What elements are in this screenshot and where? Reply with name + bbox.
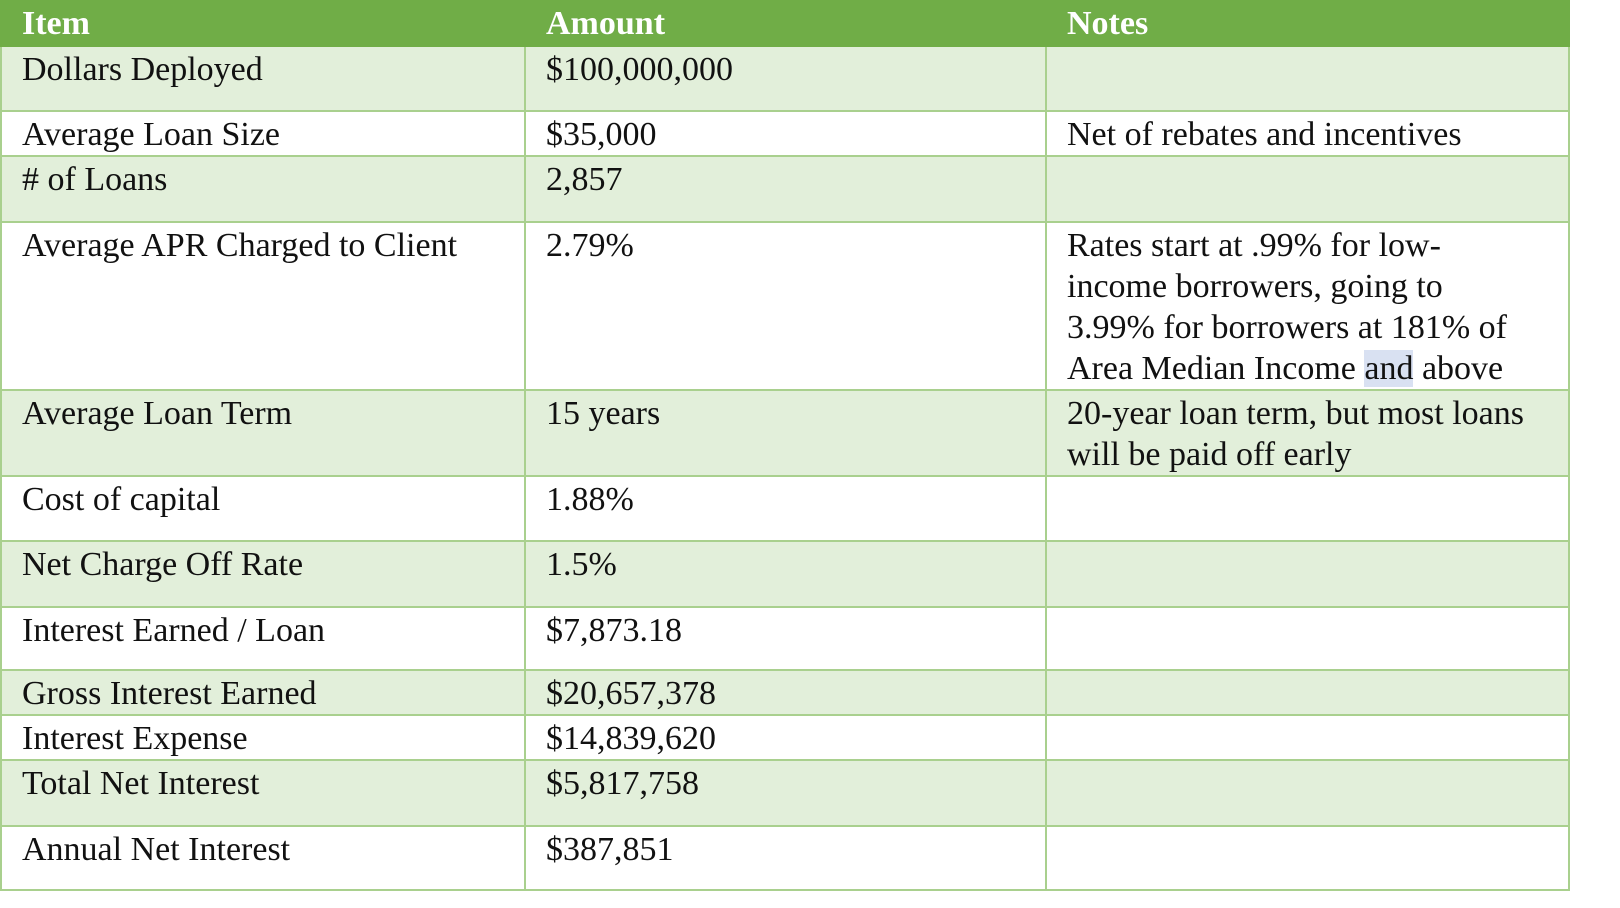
cell-amount: $35,000 [525,111,1046,156]
table-row [1,46,1569,111]
table-row [1,670,1569,715]
cell-amount: 2,857 [525,156,1046,222]
cell-notes [1046,541,1569,607]
cell-item: Interest Expense [1,715,525,760]
table-row [1,390,1569,476]
header-notes: Notes [1046,1,1569,46]
cell-amount: $20,657,378 [525,670,1046,715]
cell-notes [1046,826,1569,890]
cell-amount: 1.5% [525,541,1046,607]
cell-item: Annual Net Interest [1,826,525,890]
cell-notes [1046,476,1569,541]
cell-amount: $7,873.18 [525,607,1046,670]
cell-notes [1046,715,1569,760]
notes-line: will be paid off early [1067,436,1352,473]
cell-item: Interest Earned / Loan [1,607,525,670]
table-row [1,111,1569,156]
notes-line: above [1413,350,1504,387]
cell-item: Dollars Deployed [1,46,525,111]
table-row [1,476,1569,541]
cell-item: # of Loans [1,156,525,222]
table-row [1,760,1569,826]
table-row [1,607,1569,670]
cell-notes [1046,760,1569,826]
notes-line: income borrowers, going to [1067,268,1443,305]
cell-item: Average Loan Size [1,111,525,156]
cell-item: Net Charge Off Rate [1,541,525,607]
table-row [1,826,1569,890]
cell-notes: Net of rebates and incentives [1046,111,1569,156]
cell-notes [1046,46,1569,111]
header-item: Item [1,1,525,46]
notes-line: 20-year loan term, but most loans [1067,395,1525,432]
cell-amount: $387,851 [525,826,1046,890]
cell-item: Average Loan Term [1,390,525,476]
cell-notes [1046,390,1569,476]
header-row [1,1,1569,46]
notes-line: Area Median Income [1067,350,1365,387]
cell-notes [1046,156,1569,222]
table-row [1,715,1569,760]
cell-item: Average APR Charged to Client [1,222,525,390]
selected-text-highlight[interactable]: and [1364,350,1414,387]
cell-amount: 1.88% [525,476,1046,541]
table-row [1,156,1569,222]
cell-item: Total Net Interest [1,760,525,826]
cell-amount: 2.79% [525,222,1046,390]
cell-notes [1046,607,1569,670]
table-row [1,541,1569,607]
cell-amount: $5,817,758 [525,760,1046,826]
notes-line: Rates start at .99% for low- [1067,227,1441,264]
cell-amount: $100,000,000 [525,46,1046,111]
notes-line: 3.99% for borrowers at 181% of [1067,309,1507,346]
header-amount: Amount [525,1,1046,46]
cell-notes [1046,670,1569,715]
cell-notes [1046,222,1569,390]
cell-amount: $14,839,620 [525,715,1046,760]
cell-amount: 15 years [525,390,1046,476]
cell-item: Cost of capital [1,476,525,541]
table-row [1,222,1569,390]
cell-item: Gross Interest Earned [1,670,525,715]
